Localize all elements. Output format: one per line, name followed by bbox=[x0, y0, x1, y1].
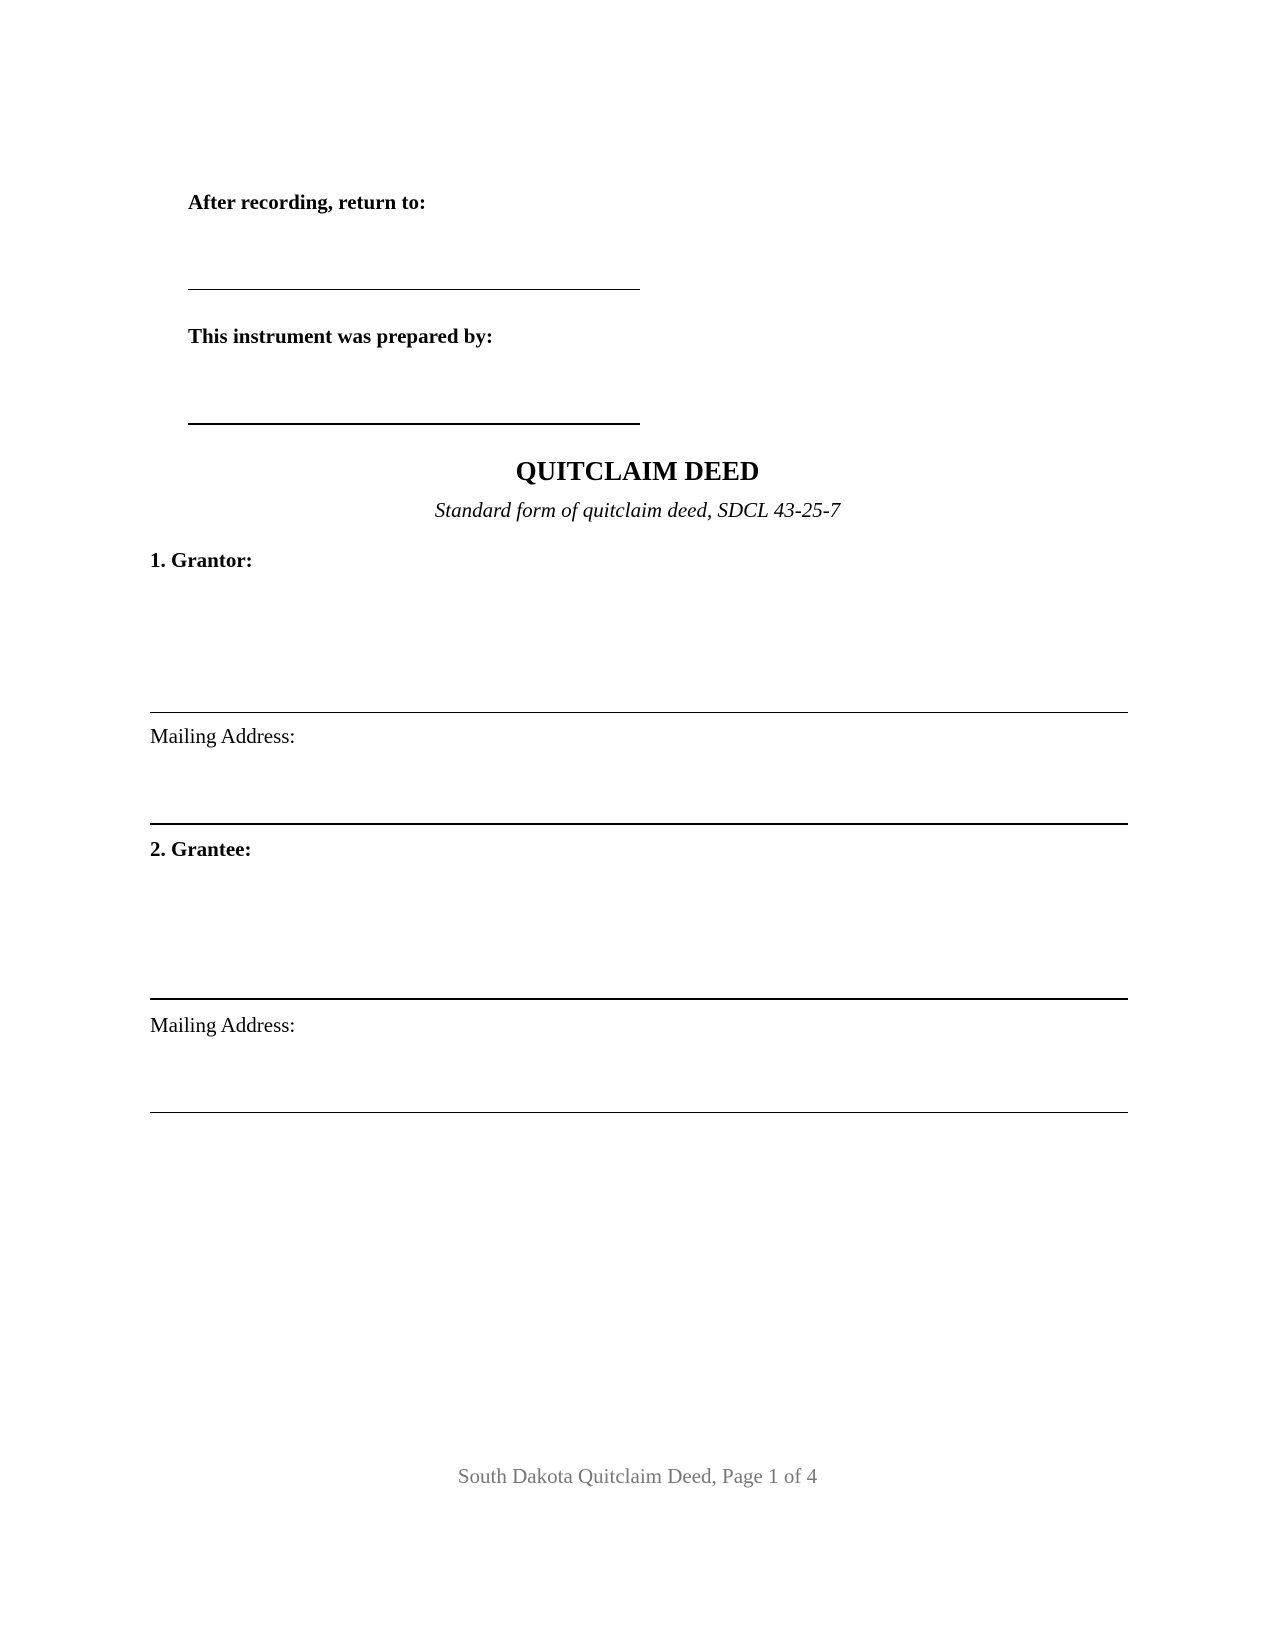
grantee-mailing-address-label: Mailing Address: bbox=[150, 1013, 296, 1037]
prepared-by-label: This instrument was prepared by: bbox=[188, 324, 493, 348]
grantor-line bbox=[150, 712, 1128, 713]
grantor-mailing-address-label: Mailing Address: bbox=[150, 724, 296, 748]
prepared-by-field[interactable] bbox=[188, 356, 640, 422]
deed-subtitle: Standard form of quitclaim deed, SDCL 43-25-7 bbox=[434, 498, 841, 522]
prepared-by-line bbox=[188, 423, 640, 425]
grantee-line bbox=[150, 998, 1128, 1000]
grantee-mailing-address-line bbox=[150, 1112, 1128, 1113]
page-footer: South Dakota Quitclaim Deed, Page 1 of 4 bbox=[457, 1464, 818, 1488]
return-to-field[interactable] bbox=[188, 222, 640, 288]
grantor-mailing-address-field[interactable] bbox=[150, 752, 1128, 822]
grantor-mailing-address-line bbox=[150, 823, 1128, 825]
grantee-label: 2. Grantee: bbox=[150, 837, 252, 861]
grantor-field[interactable] bbox=[150, 578, 1128, 712]
grantor-label: 1. Grantor: bbox=[150, 548, 253, 572]
grantee-field[interactable] bbox=[150, 866, 1128, 998]
return-to-label: After recording, return to: bbox=[188, 190, 426, 214]
grantee-mailing-address-field[interactable] bbox=[150, 1041, 1128, 1111]
return-to-line bbox=[188, 289, 640, 290]
deed-title: QUITCLAIM DEED bbox=[515, 456, 760, 486]
